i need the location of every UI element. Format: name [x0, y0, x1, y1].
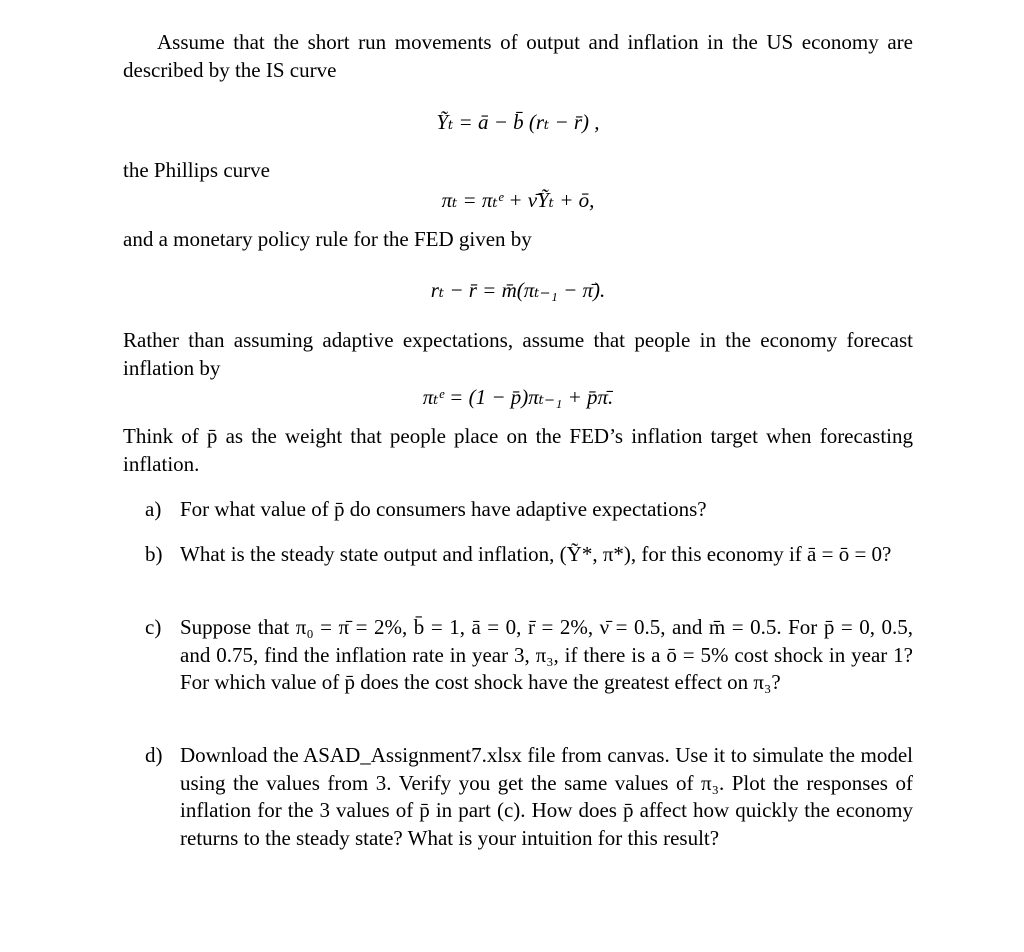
- question-text: Download the ASAD_Assignment7.xlsx file from canvas. Use it to simulate the model using the values from 3. Verify you get the same values of π₃. Plot the responses of inflation for the 3 values of p̄ in part (c). How does p̄ affect how quickly the economy returns to the steady state? What is your intuition for this result?: [180, 743, 913, 850]
- question-a: [145, 496, 913, 524]
- policy-rule-equation: rₜ − r̄ = m̄(πₜ₋₁ − π̄).: [430, 278, 606, 302]
- question-label: b): [145, 542, 163, 566]
- phillips-lead: the Phillips curve: [123, 158, 270, 182]
- is-curve-equation: Ỹₜ = ā − b̄ (rₜ − r̄) ,: [436, 110, 600, 134]
- expectations-equation: πₜᵉ = (1 − p̄)πₜ₋₁ + p̄π̄.: [422, 385, 614, 409]
- question-text: For what value of p̄ do consumers have adaptive expectations?: [180, 497, 707, 521]
- question-c: [145, 614, 913, 697]
- question-label: c): [145, 615, 162, 639]
- question-text: Suppose that π₀ = π̄ = 2%, b̄ = 1, ā = 0, r̄ = 2%, ν̄ = 0.5, and m̄ = 0.5. For p̄ = 0, 0.5, and 0.75, find the inflation rate in year 3, π₃, if there is a ō = 5% cost shock in year 1? For which value of p̄ does the cost shock have the greatest effect on π₃?: [180, 615, 913, 694]
- question-b: [145, 541, 913, 569]
- expectations-paragraph: Rather than assuming adaptive expectations, assume that people in the economy forecast inflation by: [123, 328, 913, 380]
- question-text: What is the steady state output and inflation, (Ỹ*, π*), for this economy if ā = ō = 0?: [180, 542, 892, 566]
- question-d: [145, 742, 913, 852]
- intro-paragraph: [123, 29, 913, 84]
- policy-lead: and a monetary policy rule for the FED given by: [123, 227, 532, 251]
- intro-text: Assume that the short run movements of output and inflation in the US economy are described by the IS curve: [123, 30, 913, 82]
- question-label: d): [145, 743, 163, 767]
- phillips-curve-equation: πₜ = πₜᵉ + ν̄Ỹₜ + ō,: [441, 188, 595, 212]
- question-label: a): [145, 497, 162, 521]
- weight-note-paragraph: Think of p̄ as the weight that people place on the FED’s inflation target when forecasting inflation.: [123, 424, 913, 476]
